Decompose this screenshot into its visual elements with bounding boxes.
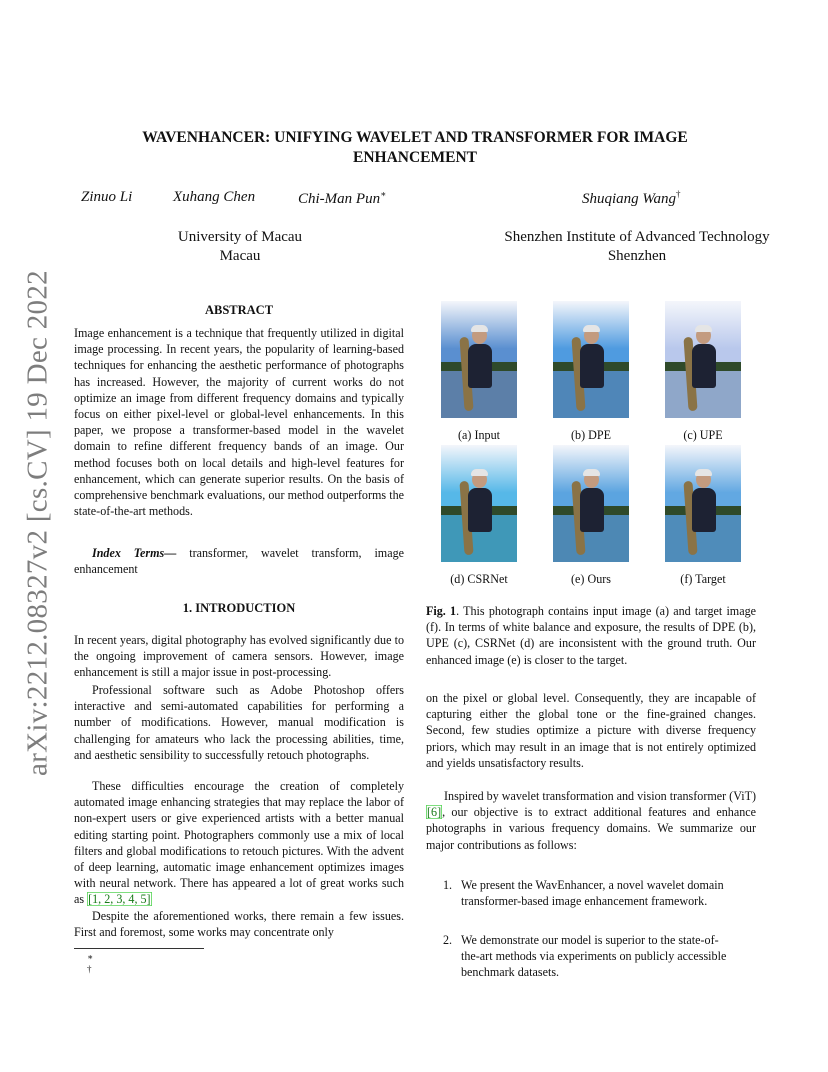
citation-link[interactable]: [6] bbox=[427, 805, 442, 820]
title-line-1: WAVENHANCER: UNIFYING WAVELET AND TRANSFORMER FOR IMAGE bbox=[142, 129, 688, 146]
author-4: Shuqiang Wang† bbox=[582, 189, 681, 207]
photo-upe bbox=[665, 301, 741, 418]
intro-paragraph-1: In recent years, digital photography has evolved significantly due to the ongoing improvement of camera sensors. However, image enhancement is still a major issue in post-processing. bbox=[74, 633, 404, 680]
panel-caption-f: (f) Target bbox=[680, 572, 726, 586]
affiliation-1: University of Macau Macau bbox=[177, 229, 303, 264]
photo-dpe bbox=[553, 301, 629, 418]
photo-ours bbox=[553, 445, 629, 562]
abstract-heading: ABSTRACT bbox=[204, 303, 274, 317]
abstract-text: Image enhancement is a technique that frequently utilized in digital image processing. In recent years, the popularity of learning-based techniques for enhancing the aesthetic performance of photographs has increased. However, the majority of current works do not optimize an image from different frequency domains and typically focus on either pixel-level or global-level enhancements. In this paper, we propose a transformer-based model in the wavelet domain to refine different frequency bands of an image. Our method focuses both on local details and high-level features for enhancement, which can generate superior results. On the basis of comprehensive benchmark evaluations, our method outperforms the state-of-the-art methods. bbox=[74, 326, 404, 519]
intro-paragraph-4: Despite the aforementioned works, there remain a few issues. First and foremost, some works may concentrate only bbox=[74, 909, 404, 940]
footnote-2: † bbox=[87, 964, 92, 974]
figure-panel-a bbox=[423, 301, 535, 443]
intro-paragraph-6: Inspired by wavelet transformation and vision transformer (ViT) [6], our objective is to extract additional features and enhance photographs in various frequency domains. We summarize our major contributions as follows: bbox=[426, 789, 756, 852]
paper-title bbox=[100, 128, 730, 168]
footnote-rule bbox=[74, 948, 204, 949]
panel-caption-d: (d) CSRNet bbox=[450, 572, 508, 586]
intro-paragraph-2: Professional software such as Adobe Photoshop offers interactive and semi-automated capabilities for performing a number of modifications. However, manual modification is challenging for amateurs who lack the processing abilities, time, and aesthetic sensibility to successfully retouch photographs. bbox=[74, 683, 404, 762]
arxiv-identifier bbox=[18, 269, 58, 776]
figure-panel-b bbox=[535, 301, 647, 443]
figure-panel-e bbox=[535, 445, 647, 587]
index-terms: Index Terms— transformer, wavelet transform, image enhancement bbox=[74, 546, 404, 577]
photo-target bbox=[665, 445, 741, 562]
author-3: Chi-Man Pun∗ bbox=[298, 189, 387, 207]
figure-caption: Fig. 1. This photograph contains input image (a) and target image (f). In terms of white balance and exposure, the results of DPE (b), UPE (c), CSRNet (d) are inconsistent with the ground truth. Our enhanced image (e) is closer to the target. bbox=[426, 604, 756, 667]
intro-paragraph-3: These difficulties encourage the creation of completely automated image enhancing strategies that may replace the labor of non-expert users or give experienced artists with a better manual editing starting point. Photographers commonly use a mix of local filters and global modifications to retouch pictures. With the advent of deep learning, automatic image enhancement optimizes images with neural network. There has appeared a lot of great works such as [1, 2, 3, 4, 5] bbox=[74, 779, 404, 907]
affiliation-2: Shenzhen Institute of Advanced Technology Shenzhen bbox=[504, 229, 770, 264]
author-2: Xuhang Chen bbox=[173, 189, 256, 205]
photo-input bbox=[441, 301, 517, 418]
title-line-2: ENHANCEMENT bbox=[352, 149, 477, 166]
panel-caption-a: (a) Input bbox=[458, 428, 500, 442]
photo-csrnet bbox=[441, 445, 517, 562]
intro-paragraph-5: on the pixel or global level. Consequently, they are incapable of capturing either the global tone or the fine-grained changes. Second, few studies optimize a picture with diverse frequency priors, which may result in an image that is not entirely optimized and yields unsatisfactory results. bbox=[426, 691, 756, 770]
panel-caption-e: (e) Ours bbox=[571, 572, 611, 586]
contribution-item-2: 2. We demonstrate our model is superior to the state-of- the-art methods via experiments on publicly accessible benchmark datasets. bbox=[443, 933, 727, 980]
figure-panel-c bbox=[647, 301, 759, 443]
figure-panel-d bbox=[423, 445, 535, 587]
intro-heading: 1. INTRODUCTION bbox=[182, 601, 296, 615]
figure-panel-f bbox=[647, 445, 759, 587]
citation-link[interactable]: [1, 2, 3, 4, 5] bbox=[88, 892, 151, 907]
panel-caption-b: (b) DPE bbox=[571, 428, 611, 442]
arxiv-id-text: arXiv:2212.08327v2 [cs.CV] 19 Dec 2022 bbox=[21, 269, 54, 776]
panel-caption-c: (c) UPE bbox=[683, 428, 723, 442]
author-1: Zinuo Li bbox=[81, 189, 133, 205]
footnote-1: ∗ bbox=[87, 952, 94, 962]
contribution-item-1: 1. We present the WavEnhancer, a novel wavelet domain transformer-based image enhancement framework. bbox=[443, 878, 724, 909]
